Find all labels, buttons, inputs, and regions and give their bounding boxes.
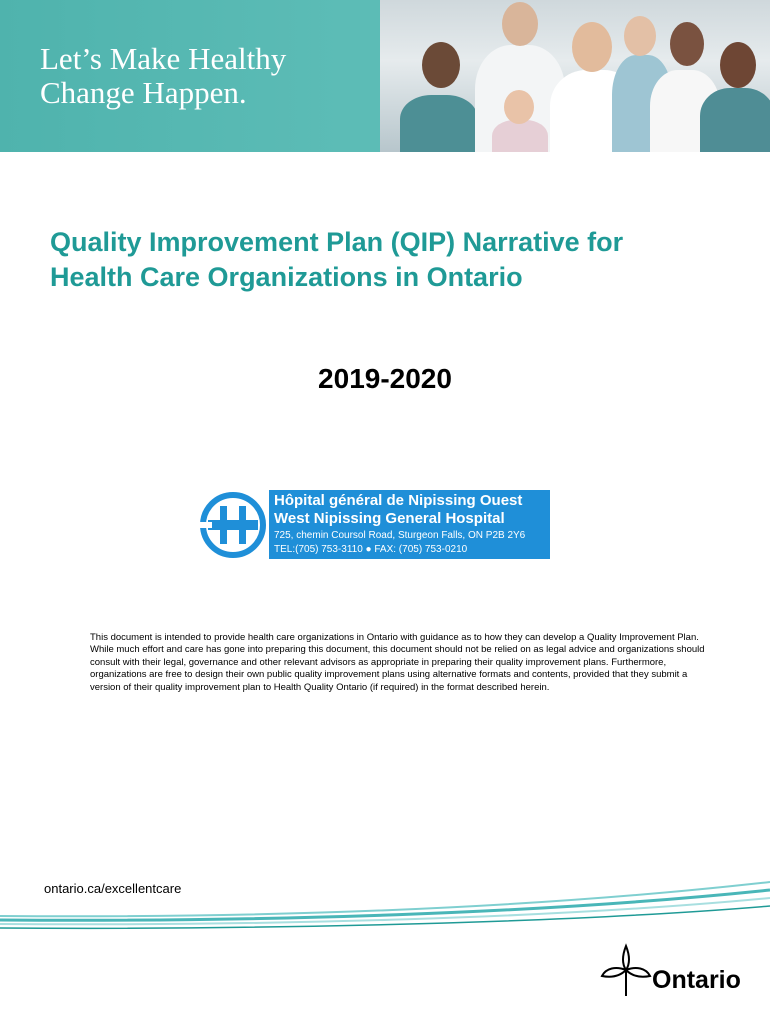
ontario-wordmark: Ontario (652, 966, 741, 994)
title-line-1: Quality Improvement Plan (QIP) Narrative for (50, 227, 624, 257)
healthcare-team-photo (380, 0, 770, 152)
header-banner (0, 0, 770, 152)
ontario-logo (600, 942, 760, 1002)
hospital-logo (200, 490, 550, 559)
document-title (50, 225, 730, 295)
title-line-2: Health Care Organizations in Ontario (50, 262, 523, 292)
hospital-info-box (269, 490, 550, 559)
hospital-name-french: Hôpital général de Nipissing Ouest (274, 492, 523, 509)
hospital-contact: TEL:(705) 753-3110 ● FAX: (705) 753-0210 (274, 544, 468, 555)
disclaimer-paragraph: This document is intended to provide health care organizations in Ontario with guidance as to how they can develop a Quality Improvement Plan. While much effort and care has gone into preparing this document, this document should not be relied on as legal advice and organizations should consult with their legal, governance and other relevant advisors as appropriate in preparing their quality improvement plans. Furthermore, organizations are free to design their own public quality improvement plans using alternative formats and contents, provided that they submit a version of their quality improvement plan to Health Quality Ontario (if required) in the format described herein. (90, 632, 705, 693)
banner-slogan: Let’s Make Healthy Change Happen. (40, 41, 287, 110)
hospital-name-english: West Nipissing General Hospital (274, 510, 505, 527)
footer-url-link[interactable]: ontario.ca/excellentcare (44, 881, 182, 896)
trillium-icon (600, 942, 652, 1000)
hospital-emblem-icon (200, 492, 266, 558)
hospital-address: 725, chemin Coursol Road, Sturgeon Falls, ON P2B 2Y6 (274, 530, 526, 541)
plan-year: 2019-2020 (318, 363, 452, 394)
